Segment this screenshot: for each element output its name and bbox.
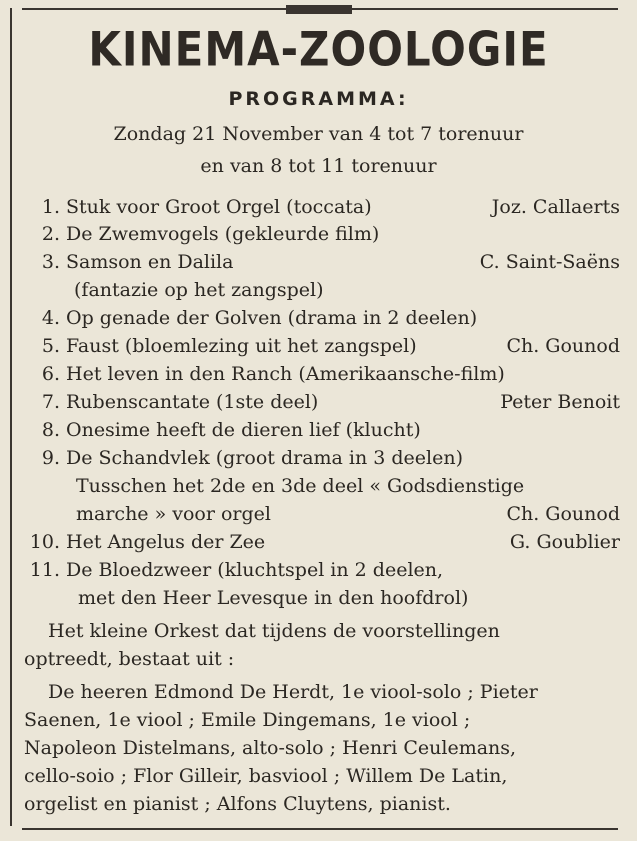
- program-item-note: Tusschen het 2de en 3de deel « Godsdienstige: [76, 475, 525, 497]
- program-item-title: Rubenscantate (1ste deel): [66, 391, 319, 413]
- program-item-composer: Ch. Gounod: [506, 503, 620, 525]
- program-item-note: (fantazie op het zangspel): [74, 279, 324, 301]
- program-item-number: 6.: [41, 363, 60, 385]
- program-item-number: 2.: [41, 223, 60, 245]
- program-item-composer: Joz. Callaerts: [491, 196, 620, 218]
- program-item-title: Stuk voor Groot Orgel (toccata): [66, 196, 372, 218]
- program-item-number: 1.: [41, 196, 60, 218]
- program-item-composer: C. Saint-Saëns: [479, 251, 620, 273]
- orchestra-intro-line-2: optreedt, bestaat uit :: [24, 648, 235, 670]
- orchestra-members-line-4: cello-soio ; Flor Gilleir, basviool ; Willem De Latin,: [24, 765, 508, 787]
- program-item-title: Faust (bloemlezing uit het zangspel): [66, 335, 417, 357]
- program-item-title: Het leven in den Ranch (Amerikaansche-film): [66, 363, 505, 385]
- program-item-title: Onesime heeft de dieren lief (klucht): [66, 419, 421, 441]
- date-line-1: Zondag 21 November van 4 tot 7 torenuur: [113, 123, 524, 145]
- orchestra-members-line-2: Saenen, 1e viool ; Emile Dingemans, 1e viool ;: [24, 709, 471, 731]
- ad-subtitle: PROGRAMMA:: [228, 88, 409, 110]
- bottom-rule: [22, 828, 618, 830]
- program-item-number: 7.: [41, 391, 60, 413]
- program-item-title: De Zwemvogels (gekleurde film): [66, 223, 380, 245]
- orchestra-intro-line-1: Het kleine Orkest dat tijdens de voorstellingen: [48, 620, 500, 642]
- top-rule-block: [286, 5, 352, 14]
- program-item-title: Op genade der Golven (drama in 2 deelen): [66, 307, 478, 329]
- date-line-2: en van 8 tot 11 torenuur: [200, 155, 437, 177]
- program-item-composer: Peter Benoit: [500, 391, 620, 413]
- program-item-title: De Bloedzweer (kluchtspel in 2 deelen,: [66, 559, 444, 581]
- program-item-note: marche » voor orgel: [76, 503, 271, 525]
- orchestra-members-line-5: orgelist en pianist ; Alfons Cluytens, pianist.: [24, 793, 451, 815]
- program-item-note: met den Heer Levesque in den hoofdrol): [78, 587, 469, 609]
- program-item-number: 10.: [29, 531, 60, 553]
- program-item-title: De Schandvlek (groot drama in 3 deelen): [66, 447, 464, 469]
- program-item-title: Het Angelus der Zee: [66, 531, 266, 553]
- program-item-number: 11.: [29, 559, 60, 581]
- program-item-number: 9.: [41, 447, 60, 469]
- program-item-title: Samson en Dalila: [66, 251, 234, 273]
- ad-title: KINEMA-ZOOLOGIE: [88, 22, 549, 77]
- orchestra-members-line-3: Napoleon Distelmans, alto-solo ; Henri Ceulemans,: [24, 737, 517, 759]
- orchestra-members-line-1: De heeren Edmond De Herdt, 1e viool-solo ; Pieter: [48, 681, 538, 703]
- program-item-number: 3.: [41, 251, 60, 273]
- program-item-composer: G. Goublier: [509, 531, 620, 553]
- program-item-composer: Ch. Gounod: [506, 335, 620, 357]
- program-item-number: 8.: [41, 419, 60, 441]
- program-item-number: 4.: [41, 307, 60, 329]
- program-item-number: 5.: [41, 335, 60, 357]
